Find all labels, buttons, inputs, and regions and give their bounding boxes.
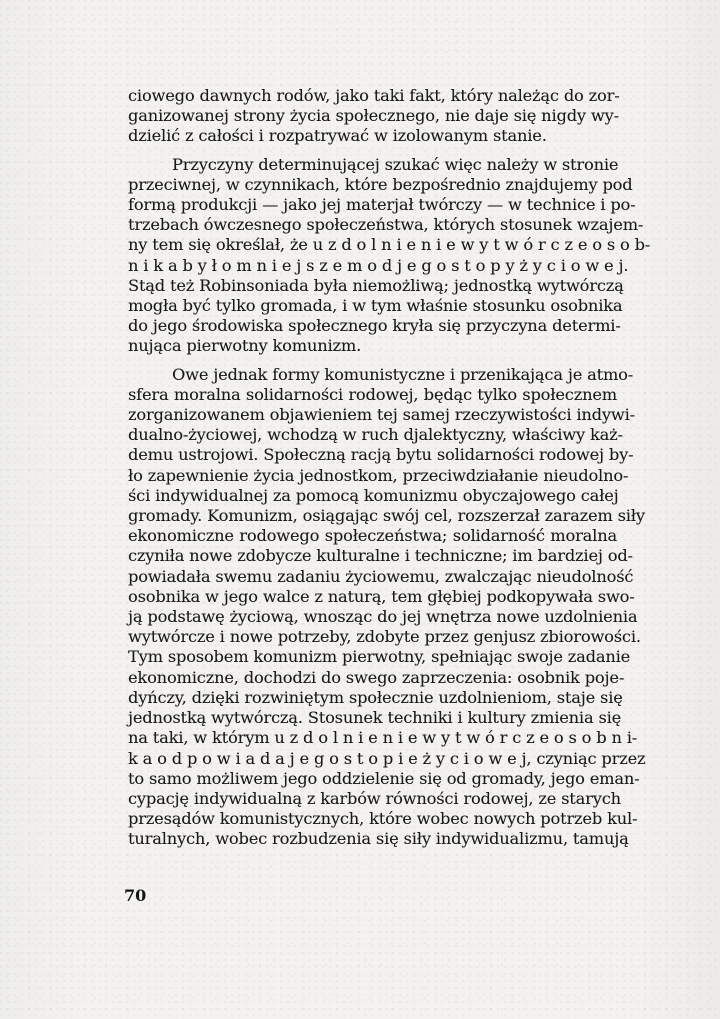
text-line: Przyczyny determinującej szukać więc należy w stronie [172,154,619,174]
text-line: mogła być tylko gromada, i w tym właśnie stosunku osobnika [128,296,623,316]
text-line: osobnika w jego walce z naturą, tem głębiej podkopywała swo- [128,586,635,606]
text-line: ło zapewnienie życia jednostkom, przeciwdziałanie nieudolno- [128,465,629,485]
text-line: ciowego dawnych rodów, jako taki fakt, który należąc do zor- [128,86,620,105]
text-line: dzielić z całości i rozpatrywać w izolowanym stanie. [128,126,547,146]
text-line: trzebach ówczesnego społeczeństwa, których stosunek wzajem- [128,215,644,235]
paragraph-3 [128,364,646,850]
text-line: ści indywidualnej za pomocą komunizmu obyczajowego całej [128,485,619,505]
text-line: zorganizowanem objawieniem tej samej rzeczywistości indywi- [128,405,635,425]
text-line: cypację indywidualną z karbów równości rodowej, ze starych [128,788,621,808]
text-line: n i k a b y ł o m n i e j s z e m o d j e g o s t o p y ż y c i o w e j. [128,255,629,275]
text-line: Stąd też Robinsoniada była niemożliwą; jednostką wytwórczą [128,275,624,295]
text-line: k a o d p o w i a d a j e g o s t o p i e ż y c i o w e j, czyniąc przez [128,748,646,768]
text-line: Owe jednak formy komunistyczne i przenikająca je atmo- [172,364,634,384]
text-line: jednostką wytwórczą. Stosunek techniki i kultury zmienia się [128,708,622,728]
text-line: turalnych, wobec rozbudzenia się siły indywidualizmu, tamują [128,829,629,849]
text-line: do jego środowiska społecznego kryła się przyczyna determi- [128,316,621,336]
text-line: przeciwnej, w czynnikach, które bezpośrednio znajdujemy pod [128,174,633,194]
text-line: to samo możliwem jego oddzielenie się od gromady, jego eman- [128,768,640,788]
text-line: czyniła nowe zdobycze kulturalne i techniczne; im bardziej od- [128,546,633,566]
text-line: demu ustrojowi. Społeczną racją bytu solidarności rodowej by- [128,445,634,465]
text-line: formą produkcji — jako jej materjał twórczy — w technice i po- [128,195,636,215]
text-line: dyńczy, dzięki rozwiniętym społecznie uzdolnieniom, staje się [128,687,623,707]
page-number: 70 [124,886,147,905]
text-line: ekonomiczne, dochodzi do swego zaprzeczenia: osobnik poje- [128,667,625,687]
text-line: dualno-życiowej, wchodzą w ruch djalektyczny, właściwy każ- [128,425,623,445]
text-line: na taki, w którym u z d o l n i e n i e w y t w ó r c z e o s o b n i- [128,728,638,748]
text-line: ekonomiczne rodowego społeczeństwa; solidarność moralna [128,526,617,546]
text-line: Tym sposobem komunizm pierwotny, spełniając swoje zadanie [128,647,631,667]
paragraph-2 [128,154,651,357]
text-line: nująca pierwotny komunizm. [128,336,362,356]
text-line: powiadała swemu zadaniu życiowemu, zwalczając nieudolność [128,566,634,586]
text-line: sfera moralna solidarności rodowej, będąc tylko społecznem [128,384,617,404]
page-text [128,86,651,850]
text-line: wytwórcze i nowe potrzeby, zdobyte przez genjusz zbiorowości. [128,627,641,647]
text-line: ganizowanej strony życia społecznego, nie daje się nigdy wy- [128,106,619,126]
text-line: przesądów komunistycznych, które wobec nowych potrzeb kul- [128,809,638,829]
text-line: ją podstawę życiową, wnosząc do jej wnętrza nowe uzdolnienia [128,607,638,627]
text-line: ny tem się określał, że u z d o l n i e n i e w y t w ó r c z e o s o b- [128,235,651,255]
paragraph-1 [128,86,620,147]
text-line: gromady. Komunizm, osiągając swój cel, rozszerzał zarazem siły [128,506,645,526]
